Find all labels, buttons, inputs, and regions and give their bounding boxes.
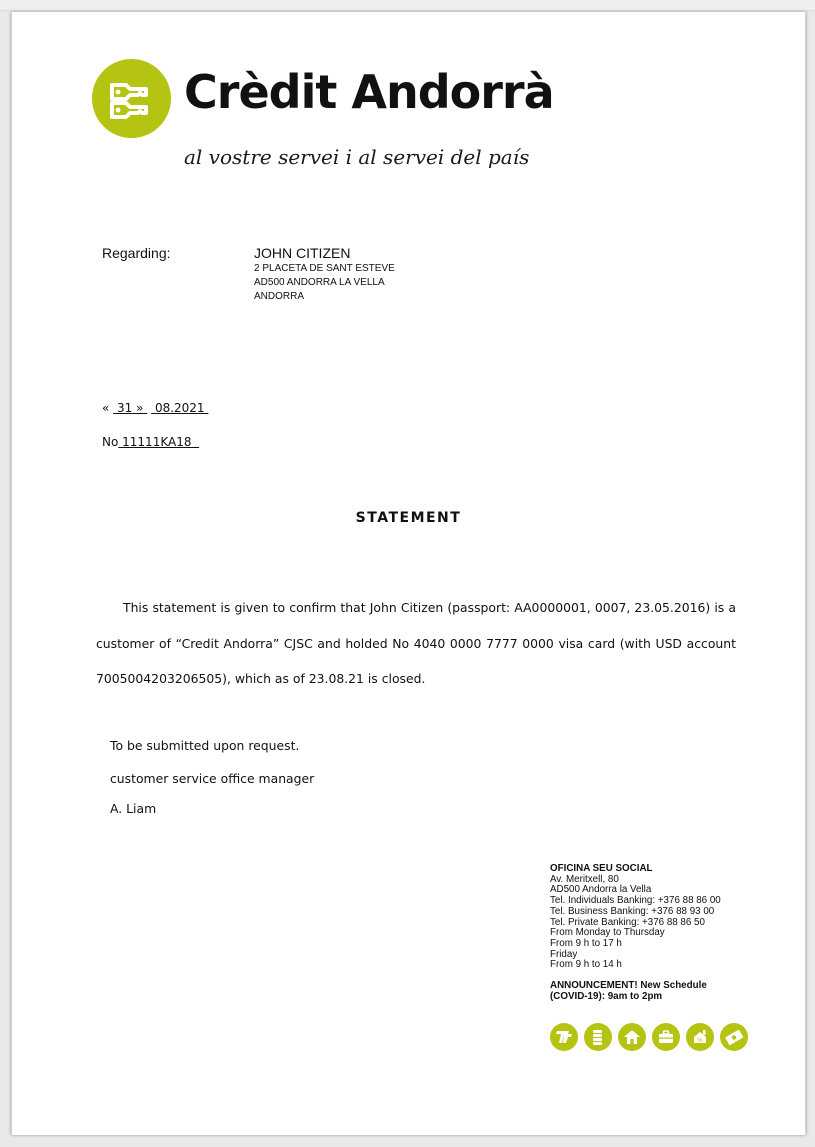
- recipient-address-line: ANDORRA: [254, 291, 305, 302]
- regarding-label: Regarding:: [102, 245, 171, 261]
- recipient-address-line: 2 PLACETA DE SANT ESTEVE: [254, 263, 395, 274]
- signatory-name: A. Liam: [110, 801, 157, 816]
- office-info: [550, 864, 780, 1002]
- office-line: Friday: [550, 948, 578, 960]
- office-line: From 9 h to 14 h: [550, 959, 622, 971]
- brand-tagline: al vostre servei i al servei del país: [184, 145, 530, 169]
- office-line: From 9 h to 17 h: [550, 937, 622, 949]
- recipient-block: [254, 245, 395, 304]
- reference-number: 11111KA18: [122, 435, 192, 449]
- bank-logo: [92, 59, 562, 179]
- keys-logo-icon: [92, 59, 171, 138]
- coins-icon: [584, 1023, 612, 1051]
- date-day: 31 »: [117, 401, 144, 415]
- svg-text:%: %: [697, 1037, 703, 1044]
- office-line: From Monday to Thursday: [550, 927, 665, 939]
- statement-body: This statement is given to confirm that John Citizen (passport: AA0000001, 0007, 23.05.2016) is a customer of “Credit Andorra” CJSC and holded No 4040 0000 7777 0000 visa card (with USD account 7005004203206505), which as of 23.08.21 is closed.: [96, 600, 736, 686]
- mortgage-icon: [686, 1023, 714, 1051]
- office-line: Tel. Business Banking: +376 88 93 00: [550, 905, 715, 917]
- announcement: [550, 981, 780, 1002]
- office-line: Tel. Private Banking: +376 88 86 50: [550, 916, 705, 928]
- office-heading: OFICINA SEU SOCIAL: [550, 863, 653, 874]
- office-line: AD500 Andorra la Vella: [550, 884, 652, 896]
- signatory-role: customer service office manager: [110, 771, 315, 786]
- recipient-name: JOHN CITIZEN: [254, 245, 351, 261]
- brand-name: Crèdit Andorrà: [184, 65, 554, 119]
- home-icon: [618, 1023, 646, 1051]
- date-open-quote: «: [102, 401, 110, 415]
- document-date: [102, 401, 208, 415]
- document-title: STATEMENT: [355, 510, 462, 526]
- office-line: Av. Meritxell, 80: [550, 873, 619, 885]
- reference-prefix: No: [102, 435, 119, 449]
- announcement-line: (COVID-19): 9am to 2pm: [550, 990, 663, 1002]
- recipient-address-line: AD500 ANDORRA LA VELLA: [254, 277, 385, 288]
- tax-icon: [550, 1023, 578, 1051]
- announcement-line: ANNOUNCEMENT! New Schedule: [550, 980, 707, 992]
- briefcase-icon: [652, 1023, 680, 1051]
- viewer-top-bar: [0, 0, 815, 11]
- document-reference: [102, 435, 199, 449]
- document-page: [11, 12, 806, 1135]
- submission-note: To be submitted upon request.: [110, 738, 300, 753]
- cash-icon: [720, 1023, 748, 1051]
- office-line: Tel. Individuals Banking: +376 88 86 00: [550, 895, 721, 907]
- date-month-year: 08.2021: [154, 401, 205, 415]
